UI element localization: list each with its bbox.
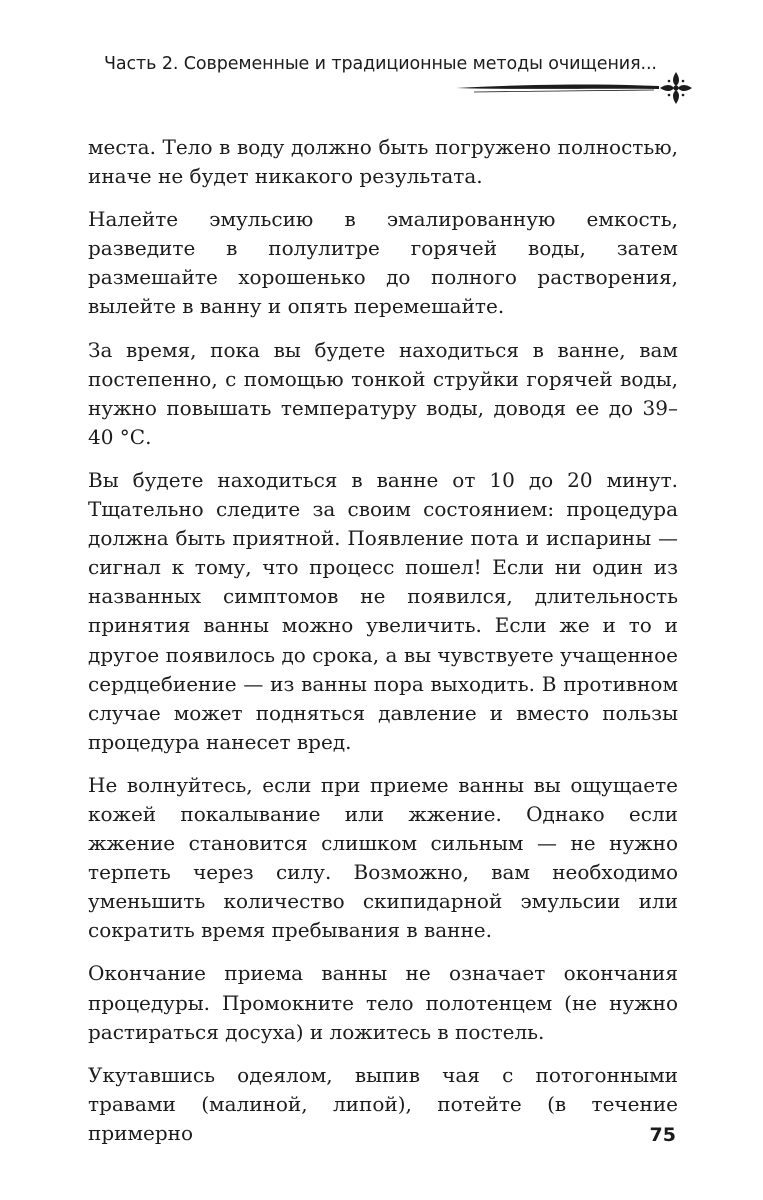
running-title: Часть 2. Современные и традиционные методы очищения... — [104, 54, 657, 74]
running-header — [104, 54, 704, 114]
paragraph-5: Не волнуйтесь, если при приеме ванны вы ощущаете кожей покалывание или жжение. Однако если жжение становится слишком сильным — не нужно терпеть через силу. Возможно, вам необходимо уменьшить количество скипидарной эмульсии или сократить время пребывания в ванне. — [88, 772, 678, 943]
page-number: 75 — [649, 1124, 676, 1146]
paragraph-6: Окончание приема ванны не означает окончания процедуры. Промокните тело полотенцем (не нужно растираться досуха) и ложитесь в постель. — [88, 961, 678, 1044]
paragraph-7: Укутавшись одеялом, выпив чая с потогонными травами (малиной, липой), потейте (в течение примерно — [88, 1062, 678, 1145]
paragraph-2: Налейте эмульсию в эмалированную емкость, разведите в полулитре горячей воды, затем размешайте хорошенько до полного растворения, вылейте в ванну и опять перемешайте. — [88, 207, 678, 319]
paragraph-3: За время, пока вы будете находиться в ванне, вам постепенно, с помощью тонкой струйки горячей воды, нужно повышать температуру воды, доводя ее до 39–40 °С. — [88, 337, 678, 449]
body-text — [88, 133, 678, 1162]
flourish-ornament-icon — [454, 70, 704, 114]
paragraph-4: Вы будете находиться в ванне от 10 до 20 минут. Тщательно следите за своим состоянием: процедура должна быть приятной. Появление пота и испарины — сигнал к тому, что процесс пошел! Если ни один из названных симптомов не появился, длительность принятия ванны можно увеличить. Если же и то и другое появилось до срока, а вы чувствуете учащенное сердцебиение — из ванны пора выходить. В противном случае может подняться давление и вместо пользы процедура нанесет вред. — [88, 467, 678, 754]
paragraph-1: места. Тело в воду должно быть погружено полностью, иначе не будет никакого результата. — [88, 135, 678, 189]
